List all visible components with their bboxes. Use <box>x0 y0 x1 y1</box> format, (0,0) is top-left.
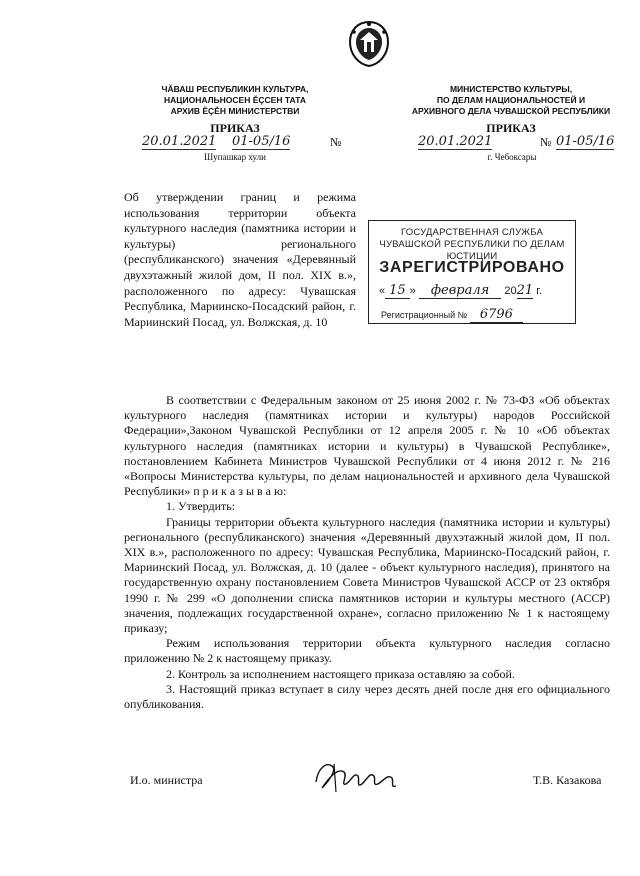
order-label-left: ПРИКАЗ <box>210 121 260 135</box>
stamp-reg-number-row <box>381 307 523 322</box>
document-subject: Об утверждении границ и режима использования территории объекта культурного наследия (памятника истории и культуры) регионального (республиканского) значения «Деревянный двухэтажный жилой дом, II пол. XIX в.», расположенного по адресу: Чувашская Республика, Мариинско-Посадский район, г. Мариинский Посад, ул. Волжская, д. 10 <box>124 190 356 329</box>
number-sign-right: № <box>540 135 552 149</box>
order-label-right: ПРИКАЗ <box>486 121 536 135</box>
stamp-reg-label: Регистрационный № <box>381 310 468 320</box>
stamp-reg-number: 6796 <box>470 307 523 323</box>
header-left-line: АРХИВ ĔÇĔН МИНИСТЕРСТВИ <box>170 106 300 116</box>
stamp-date-day: 15 <box>385 283 410 299</box>
order-date-number-right <box>418 134 618 150</box>
body-paragraph: 1. Утвердить: <box>166 499 236 514</box>
stamp-date: « 15 » февраля 2021 г. <box>379 283 542 298</box>
header-right-line: АРХИВНОГО ДЕЛА ЧУВАШСКОЙ РЕСПУБЛИКИ <box>411 106 611 116</box>
handwritten-date-right: 20.01.2021 <box>418 134 493 149</box>
stamp-date-year-suffix: 21 <box>516 283 534 298</box>
ministry-name-chuvash <box>130 84 340 117</box>
body-paragraph: Режим использования территории объекта культурного наследия согласно приложению № 2 к настоящему приказу. <box>124 636 610 666</box>
body-paragraph: Границы территории объекта культурного наследия (памятника истории и культуры) регионального (республиканского) значения «Деревянный двухэтажный жилой дом, II пол. XIX в.», расположенного по адресу: Чувашская Республика, Мариинско-Посадский район, г. Мариинский Посад, ул. Волжская, д. 10 (далее - объект культурного наследия), принятого на государственную охрану постановлением Совета Министров Чувашской АССР от 23 октября 1990 г. № 299 «О дополнении списка памятников истории и культуры местного (АССР) значения, подлежащих государственной охране», согласно приложению № 1 к настоящему приказу; <box>124 514 610 636</box>
header-left-line: НАЦИОНАЛЬНОСЕН ĔÇСЕН ТАТА <box>163 95 306 105</box>
registration-stamp <box>368 220 576 324</box>
body-paragraph: В соответствии с Федеральным законом от 25 июня 2002 г. № 73-ФЗ «Об объектах культурного наследия (памятниках истории и культуры) народов Российской Федерации»,Законом Чувашской Республики от 12 апреля 2005 г. № 10 «Об объектах культурного наследия (памятниках истории и культуры) в Чувашской Республике», постановлением Кабинета Министров Чувашской Республики от 4 июня 2012 г. № 216 «Вопросы Министерства культуры, по делам национальностей и архивного дела Чувашской Республики» п р и к а з ы в а ю: <box>124 393 610 499</box>
header-left-line: ЧĂВАШ РЕСПУБЛИКИН КУЛЬТУРА, <box>161 84 309 94</box>
city-left: Шупашкар хули <box>204 152 266 162</box>
stamp-organization: ГОСУДАРСТВЕННАЯ СЛУЖБА ЧУВАШСКОЙ РЕСПУБЛИКИ ПО ДЕЛАМ ЮСТИЦИИ <box>379 227 565 262</box>
ministry-name-russian <box>400 84 622 117</box>
order-date-number-left <box>142 134 352 150</box>
signatory-role: И.о. министра <box>130 773 203 787</box>
header-right-line: ПО ДЕЛАМ НАЦИОНАЛЬНОСТЕЙ И <box>436 95 586 105</box>
handwritten-number-right: 01-05/16 <box>556 134 615 149</box>
handwritten-date-left: 20.01.2021 <box>142 134 217 149</box>
handwritten-number-left: 01-05/16 <box>232 134 291 149</box>
signatory-name: Т.В. Казакова <box>533 773 602 787</box>
header-right-line: МИНИСТЕРСТВО КУЛЬТУРЫ, <box>449 84 573 94</box>
body-paragraph: 3. Настоящий приказ вступает в силу через десять дней после дня его официального опубликования. <box>124 681 610 712</box>
stamp-date-g: г. <box>536 285 542 297</box>
city-right: г. Чебоксары <box>487 152 537 162</box>
body-paragraph: 2. Контроль за исполнением настоящего приказа оставляю за собой. <box>166 666 515 681</box>
coat-of-arms-icon <box>346 20 392 68</box>
stamp-date-year-prefix: 20 <box>504 285 517 297</box>
stamp-registered: ЗАРЕГИСТРИРОВАНО <box>379 259 565 276</box>
stamp-date-month: февраля <box>419 283 501 299</box>
document-body <box>124 393 610 712</box>
handwritten-signature-icon <box>312 758 404 796</box>
number-sign-left: № <box>330 135 342 149</box>
